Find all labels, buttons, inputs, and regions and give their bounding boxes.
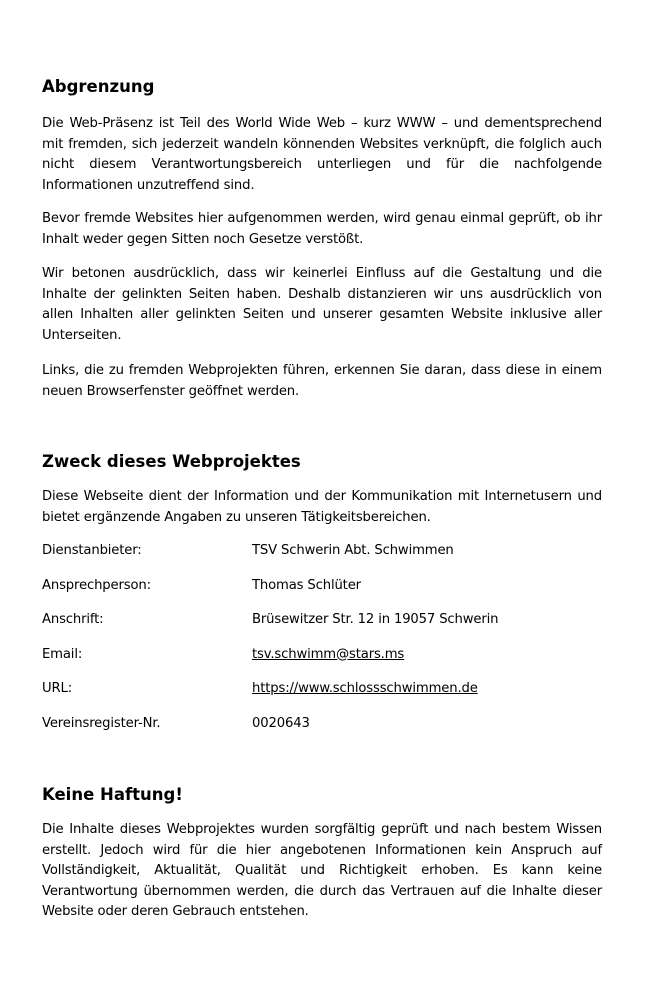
abgrenzung-paragraph-2: Bevor fremde Websites hier aufgenommen werden, wird genau einmal geprüft, ob ihr Inhalt weder gegen Sitten noch Gesetze verstößt. — [42, 211, 602, 247]
info-value: Thomas Schlüter — [252, 577, 361, 593]
info-row-url — [42, 679, 602, 714]
info-value: Brüsewitzer Str. 12 in 19057 Schwerin — [252, 612, 499, 627]
abgrenzung-paragraph-1: Die Web-Präsenz ist Teil des World Wide Web – kurz WWW – und dementsprechend mit fremden, sich jederzeit wandeln könnenden Websites verknüpft, die folglich auch nicht diesem Verantwortungsbereich unterliegen und für die nachfolgende Informationen unzutreffend sind. — [42, 116, 602, 193]
info-row-anschrift — [42, 610, 602, 645]
abgrenzung-paragraph-4: Links, die zu fremden Webprojekten führen, erkennen Sie daran, dass diese in einem neuen Browserfenster geöffnet werden. — [42, 363, 602, 399]
heading-haftung: Keine Haftung! — [42, 785, 183, 804]
website-link[interactable]: https://www.schlossschwimmen.de — [252, 681, 478, 696]
abgrenzung-paragraph-3: Wir betonen ausdrücklich, dass wir keinerlei Einfluss auf die Gestaltung und die Inhalte der gelinkten Seiten haben. Deshalb distanzieren wir uns ausdrücklich von allen Inhalten aller gelinkten Seiten und unserer gesamten Website inklusive aller Unterseiten. — [42, 266, 602, 343]
info-label: URL: — [42, 681, 73, 696]
haftung-paragraph: Die Inhalte dieses Webprojektes wurden sorgfältig geprüft und nach bestem Wissen erstellt. Jedoch wird für die hier angebotenen Informationen kein Anspruch auf Vollständigkeit, Aktualität, Qualität und Richtigkeit erhoben. Es kann keine Verantwortung übernommen werden, die durch das Vertrauen auf die Inhalte dieser Website oder deren Gebrauch entstehen. — [42, 822, 602, 919]
info-value: TSV Schwerin Abt. Schwimmen — [252, 543, 454, 558]
info-row-vereinsregister — [42, 714, 602, 749]
zweck-paragraph: Diese Webseite dient der Information und der Kommunikation mit Internetusern und bietet ergänzende Angaben zu unseren Tätigkeitsbereichen. — [42, 489, 602, 525]
info-label: Email: — [42, 646, 83, 662]
email-link[interactable]: tsv.schwimm@stars.ms — [252, 646, 405, 662]
info-label: Dienstanbieter: — [42, 543, 142, 558]
info-label: Vereinsregister-Nr. — [42, 715, 161, 731]
provider-info-table — [42, 541, 602, 748]
info-row-dienstanbieter — [42, 541, 602, 576]
info-value: 0020643 — [252, 715, 310, 731]
info-label: Ansprechperson: — [42, 577, 151, 593]
info-row-email — [42, 645, 602, 680]
info-label: Anschrift: — [42, 612, 104, 627]
heading-abgrenzung: Abgrenzung — [42, 77, 155, 96]
info-row-ansprechperson — [42, 576, 602, 611]
heading-zweck: Zweck dieses Webprojektes — [42, 452, 301, 471]
